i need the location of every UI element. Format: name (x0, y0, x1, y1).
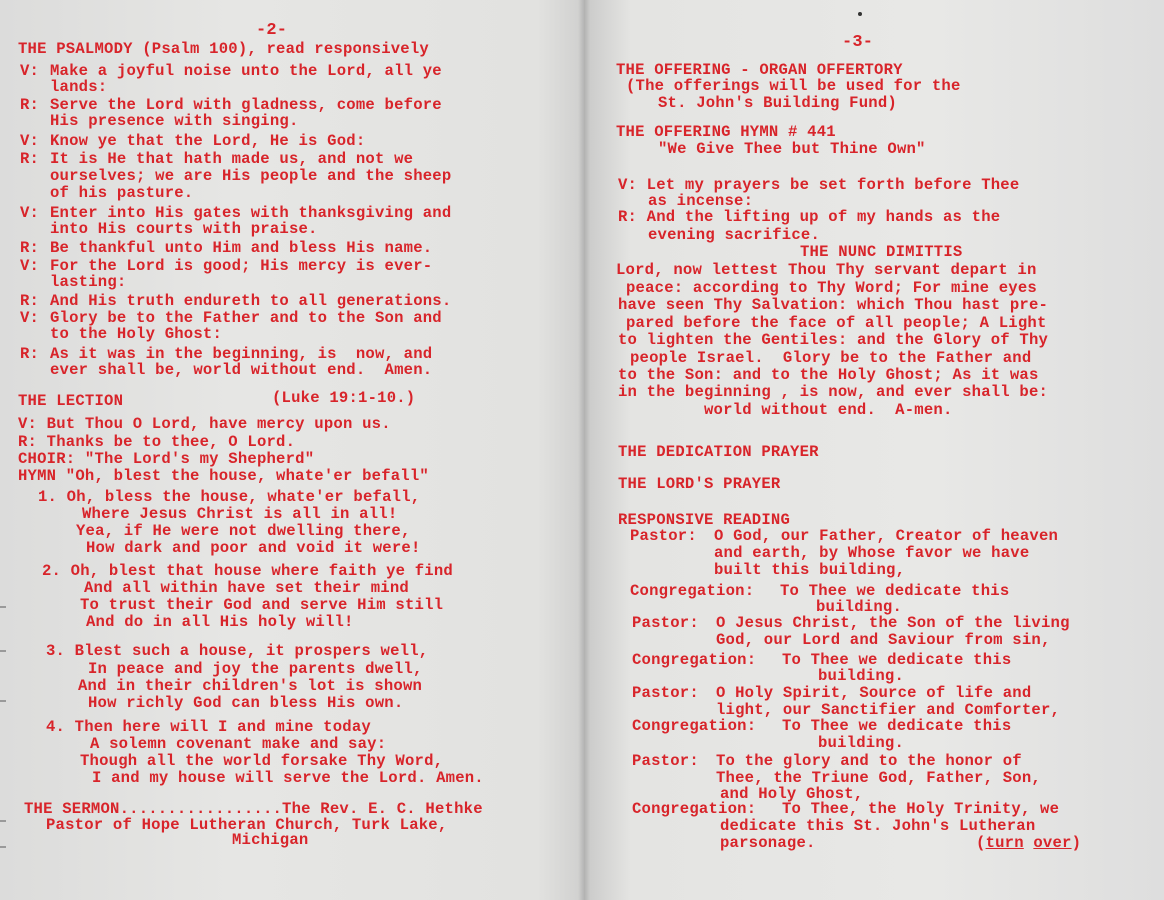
psalmody-line: As it was in the beginning, is now, and (50, 345, 433, 363)
responsive-label: Congregation: (630, 582, 755, 600)
psalmody-line: ever shall be, world without end. Amen. (50, 361, 433, 379)
psalmody-line: Enter into His gates with thanksgiving and (50, 204, 452, 222)
psalmody-label: R: (20, 239, 40, 257)
page-number-right: -3- (842, 33, 874, 52)
psalmody-line: Know ye that the Lord, He is God: (50, 132, 366, 150)
hymn-verse-line: I and my house will serve the Lord. Amen. (92, 769, 484, 787)
psalmody-line: to the Holy Ghost: (50, 325, 223, 343)
page-number-left: -2- (256, 21, 288, 40)
responsive-line: O Holy Spirit, Source of life and (716, 684, 1032, 702)
hymn-verse-line: Though all the world forsake Thy Word, (80, 752, 444, 770)
nunc-dimittis-heading: THE NUNC DIMITTIS (800, 243, 963, 261)
psalmody-line: Serve the Lord with gladness, come before (50, 96, 442, 114)
versicle: V: Let my prayers be set forth before Thee (618, 176, 1020, 194)
responsive-line: To Thee we dedicate this (782, 717, 1012, 735)
nunc-line: peace: according to Thy Word; For mine eyes (626, 279, 1037, 297)
hymn-verse-line: And all within have set their mind (84, 579, 409, 597)
over-word: over (1033, 834, 1072, 852)
psalmody-line: into His courts with praise. (50, 220, 318, 238)
center-fold (578, 0, 590, 900)
responsive-label: Pastor: (632, 684, 699, 702)
lection-reference: (Luke 19:1-10.) (272, 389, 416, 407)
psalmody-line: lands: (50, 78, 108, 96)
psalmody-label: V: (20, 132, 40, 150)
hymn-verse-line: To trust their God and serve Him still (80, 596, 444, 614)
responsive-label: Pastor: (630, 527, 697, 545)
turn-over-note (976, 835, 1081, 852)
responsive-line: and Holy Ghost, (720, 785, 864, 803)
versicle: as incense: (648, 192, 754, 210)
psalmody-line: lasting: (50, 273, 127, 291)
lection-heading: THE LECTION (18, 392, 124, 410)
hymn-verse-line: A solemn covenant make and say: (90, 735, 387, 753)
psalmody-label: V: (20, 309, 40, 327)
responsive-line: building. (818, 667, 905, 685)
responsive-line: To Thee, the Holy Trinity, we (782, 800, 1060, 818)
right-page (584, 0, 1164, 900)
offering-hymn-title: "We Give Thee but Thine Own" (658, 140, 926, 158)
hymn-verse-line: Yea, if He were not dwelling there, (76, 522, 411, 540)
hymn-verse-line: How richly God can bless His own. (88, 694, 404, 712)
responsive-line: built this building, (714, 561, 906, 579)
nunc-line: world without end. A-men. (704, 401, 953, 419)
response: R: And the lifting up of my hands as the (618, 208, 1001, 226)
responsive-line: To the glory and to the honor of (716, 752, 1022, 770)
responsive-line: dedicate this St. John's Lutheran (720, 817, 1036, 835)
psalmody-line: And His truth endureth to all generations. (50, 292, 452, 310)
psalmody-label: R: (20, 292, 40, 310)
edge-mark (0, 700, 6, 702)
edge-mark (0, 820, 6, 822)
nunc-line: Lord, now lettest Thou Thy servant depart in (616, 261, 1037, 279)
psalmody-label: R: (20, 96, 40, 114)
responsive-label: Congregation: (632, 717, 757, 735)
responsive-label: Pastor: (632, 614, 699, 632)
nunc-line: to the Son: and to the Holy Ghost; As it was (618, 366, 1039, 384)
psalmody-label: R: (20, 150, 40, 168)
ink-speck (858, 12, 862, 16)
sermon-state: Michigan (232, 831, 309, 849)
edge-mark (0, 606, 6, 608)
responsive-heading: RESPONSIVE READING (618, 511, 791, 529)
psalmody-line: Make a joyful noise unto the Lord, all ye (50, 62, 442, 80)
responsive-line: and earth, by Whose favor we have (714, 544, 1030, 562)
psalmody-line: Glory be to the Father and to the Son and (50, 309, 442, 327)
psalmody-label: V: (20, 62, 40, 80)
hymn-verse-line: How dark and poor and void it were! (86, 539, 421, 557)
psalmody-line: Be thankful unto Him and bless His name. (50, 239, 433, 257)
hymn-title: HYMN "Oh, blest the house, whate'er befall" (18, 467, 429, 485)
hymn-verse-line: Where Jesus Christ is all in all! (82, 505, 398, 523)
responsive-line: light, our Sanctifier and Comforter, (716, 701, 1061, 719)
lords-prayer: THE LORD'S PRAYER (618, 475, 781, 493)
hymn-verse-line: 2. Oh, blest that house where faith ye find (42, 562, 453, 580)
sermon-line: THE SERMON.................The Rev. E. C. Hethke (24, 800, 483, 818)
nunc-line: have seen Thy Salvation: which Thou hast pre- (618, 296, 1049, 314)
psalmody-label: R: (20, 345, 40, 363)
nunc-line: to lighten the Gentiles: and the Glory of Thy (618, 331, 1049, 349)
hymn-verse-line: And do in all His holy will! (86, 613, 354, 631)
hymn-verse-line: And in their children's lot is shown (78, 677, 423, 695)
responsive-line: Thee, the Triune God, Father, Son, (716, 769, 1041, 787)
nunc-line: in the beginning , is now, and ever shall be: (618, 383, 1049, 401)
responsive-line: To Thee we dedicate this (782, 651, 1012, 669)
responsive-label: Congregation: (632, 800, 757, 818)
choir-line: CHOIR: "The Lord's my Shepherd" (18, 450, 315, 468)
nunc-line: pared before the face of all people; A Light (626, 314, 1047, 332)
responsive-line: parsonage. (720, 834, 816, 852)
psalmody-line: His presence with singing. (50, 112, 299, 130)
responsive-line: O Jesus Christ, the Son of the living (716, 614, 1070, 632)
lection-response: R: Thanks be to thee, O Lord. (18, 433, 296, 451)
paren-close: ) (1071, 834, 1082, 852)
hymn-verse-line: In peace and joy the parents dwell, (88, 660, 423, 678)
psalmody-label: V: (20, 257, 40, 275)
sermon-pastor: Pastor of Hope Lutheran Church, Turk Lake, (46, 816, 448, 834)
nunc-line: people Israel. Glory be to the Father and (630, 349, 1032, 367)
turn-word: turn (985, 834, 1024, 852)
psalmody-line: For the Lord is good; His mercy is ever- (50, 257, 433, 275)
responsive-line: building. (818, 734, 905, 752)
response: evening sacrifice. (648, 226, 821, 244)
responsive-line: God, our Lord and Saviour from sin, (716, 631, 1051, 649)
responsive-line: building. (816, 598, 903, 616)
hymn-verse-line: 1. Oh, bless the house, whate'er befall, (38, 488, 421, 506)
offering-heading: THE OFFERING - ORGAN OFFERTORY (616, 61, 903, 79)
offering-note: St. John's Building Fund) (658, 94, 897, 112)
psalmody-line: of his pasture. (50, 184, 194, 202)
dedication-prayer: THE DEDICATION PRAYER (618, 443, 819, 461)
hymn-verse-line: 3. Blest such a house, it prospers well, (46, 642, 429, 660)
offering-note: (The offerings will be used for the (626, 77, 961, 95)
hymn-verse-line: 4. Then here will I and mine today (46, 718, 371, 736)
paren-open: ( (976, 834, 986, 852)
psalmody-label: V: (20, 204, 40, 222)
edge-mark (0, 650, 6, 652)
lection-versicle: V: But Thou O Lord, have mercy upon us. (18, 415, 391, 433)
psalmody-line: It is He that hath made us, and not we (50, 150, 414, 168)
psalmody-line: ourselves; we are His people and the sheep (50, 167, 452, 185)
psalmody-heading: THE PSALMODY (Psalm 100), read responsively (18, 40, 429, 58)
offering-hymn: THE OFFERING HYMN # 441 (616, 123, 836, 141)
responsive-label: Pastor: (632, 752, 699, 770)
responsive-line: O God, our Father, Creator of heaven (714, 527, 1059, 545)
responsive-line: To Thee we dedicate this (780, 582, 1010, 600)
edge-mark (0, 846, 6, 848)
responsive-label: Congregation: (632, 651, 757, 669)
